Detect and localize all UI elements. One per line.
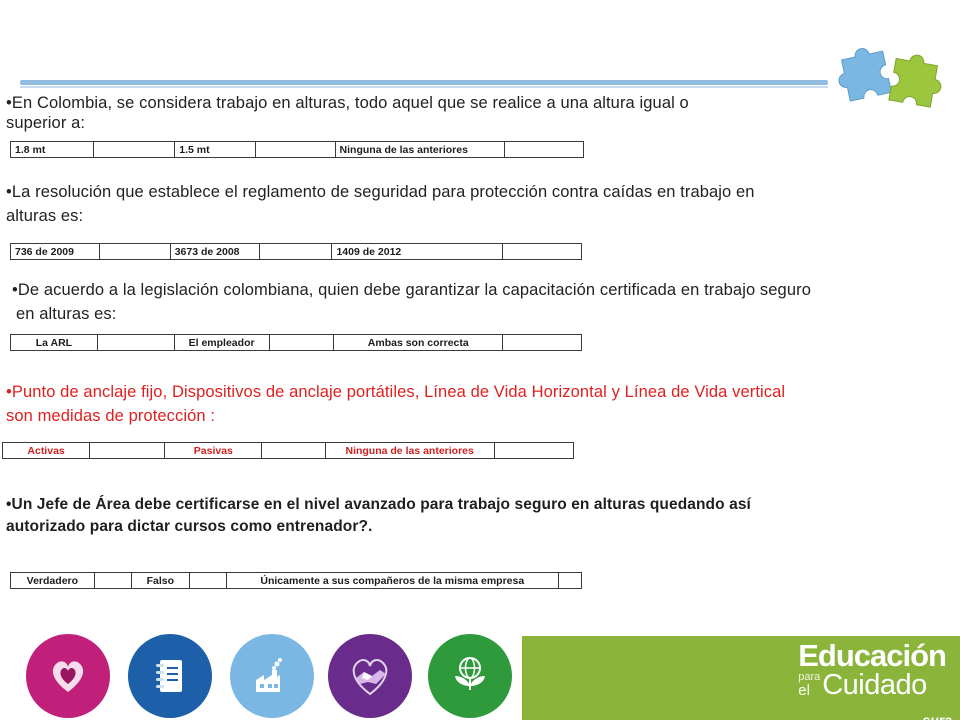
answer-box[interactable] (262, 443, 325, 459)
globe-plant-circle (428, 634, 512, 718)
option-label: 3673 de 2008 (170, 244, 259, 260)
brand-para: para (798, 671, 821, 683)
option-label: 1409 de 2012 (332, 244, 503, 260)
answer-box[interactable] (504, 142, 583, 158)
answer-box[interactable] (558, 573, 581, 589)
answer-box[interactable] (94, 142, 175, 158)
question-2-line-2: alturas es: (6, 207, 84, 225)
heart-circle (26, 634, 110, 718)
heart-icon (46, 654, 90, 698)
question-4-line-1: •Punto de anclaje fijo, Dispositivos de anclaje portátiles, Línea de Vida Horizontal y Línea de Vida vertical (6, 383, 786, 401)
question-5-line-1: •Un Jefe de Área debe certificarse en el nivel avanzado para trabajo seguro en alturas quedando así (6, 496, 751, 513)
answer-box[interactable] (503, 335, 582, 351)
answer-box[interactable] (503, 244, 582, 260)
question-2-line-1: •La resolución que establece el reglamento de seguridad para protección contra caídas en trabajo en (6, 183, 755, 201)
question-5-line-2: autorizado para dictar cursos como entrenador?. (6, 518, 373, 535)
option-label: Verdadero (11, 573, 95, 589)
question-3-options (10, 334, 582, 351)
question-5 (6, 496, 751, 540)
brand-subtitle (798, 669, 946, 702)
handshake-circle (328, 634, 412, 718)
question-3 (12, 281, 811, 329)
brand-el: el (798, 682, 810, 699)
answer-box[interactable] (99, 244, 170, 260)
notebook-icon (148, 654, 192, 698)
question-3-line-2: en alturas es: (16, 305, 117, 323)
handshake-icon (346, 652, 394, 700)
answer-box[interactable] (259, 244, 332, 260)
brand-logo (798, 640, 946, 702)
option-label: 1.8 mt (11, 142, 94, 158)
answer-box[interactable] (269, 335, 334, 351)
answer-box[interactable] (90, 443, 165, 459)
puzzle-icon (832, 40, 950, 120)
question-4-line-2: son medidas de protección : (6, 407, 216, 425)
brand-block (522, 636, 960, 728)
notebook-circle (128, 634, 212, 718)
option-label: 1.5 mt (175, 142, 256, 158)
answer-box[interactable] (94, 573, 131, 589)
header-accent-line (20, 80, 828, 85)
question-5-options (10, 572, 582, 589)
option-label: La ARL (11, 335, 98, 351)
option-label: Activas (3, 443, 90, 459)
question-2 (6, 183, 755, 231)
footer-band (0, 626, 960, 728)
factory-circle (230, 634, 314, 718)
question-1-options (10, 141, 584, 158)
brand-title: Educación (798, 638, 946, 673)
sura-logo: sura (922, 712, 952, 728)
option-label: Pasivas (165, 443, 262, 459)
globe-plant-icon (446, 652, 494, 700)
option-label: Falso (132, 573, 190, 589)
question-3-line-1: •De acuerdo a la legislación colombiana, quien debe garantizar la capacitación certificada en trabajo seguro (12, 281, 811, 299)
option-label: El empleador (174, 335, 269, 351)
brand-cuidado: Cuidado (822, 669, 927, 701)
option-label: Ambas son correcta (334, 335, 503, 351)
option-label: Únicamente a sus compañeros de la misma empresa (226, 573, 558, 589)
answer-box[interactable] (97, 335, 174, 351)
question-2-options (10, 243, 582, 260)
question-1-line-2: superior a: (6, 114, 86, 132)
question-1-line-1: •En Colombia, se considera trabajo en alturas, todo aquel que se realice a una altura igual o (6, 94, 689, 112)
question-4-options (2, 442, 574, 459)
option-label: 736 de 2009 (11, 244, 100, 260)
question-4 (6, 383, 785, 431)
option-label: Ninguna de las anteriores (325, 443, 494, 459)
factory-icon (250, 654, 294, 698)
option-label: Ninguna de las anteriores (335, 142, 504, 158)
answer-box[interactable] (189, 573, 226, 589)
question-1 (6, 94, 689, 134)
answer-box[interactable] (494, 443, 573, 459)
header-accent-line-shadow (20, 86, 828, 88)
answer-box[interactable] (256, 142, 335, 158)
